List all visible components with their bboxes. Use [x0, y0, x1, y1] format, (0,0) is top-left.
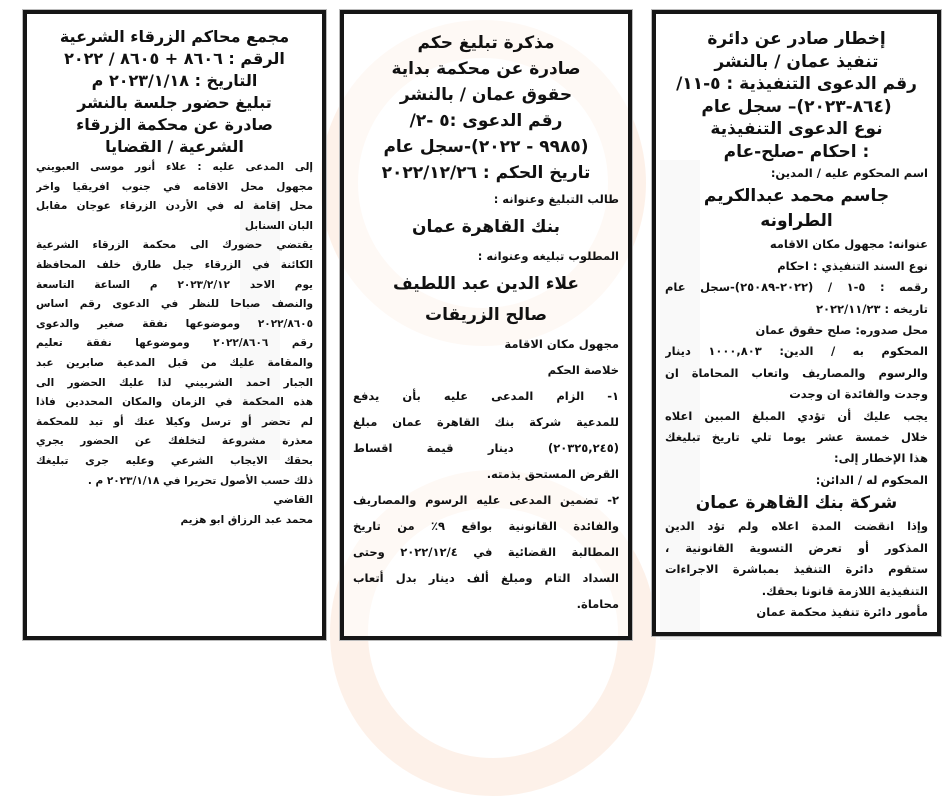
- notice-text-line: والرسوم والمصاريف واتعاب المحاماة ان: [665, 365, 928, 380]
- notice-zarqa-sharia-court: [23, 10, 326, 640]
- notice-heading-line: صادرة عن محكمة الزرقاء: [76, 115, 273, 134]
- notice-text-line: القاضي: [273, 494, 313, 507]
- notice-text-line: خلاصة الحكم: [547, 363, 619, 377]
- notice-judgment-notification: [340, 10, 632, 640]
- notice-heading-line: رقم الدعوى :٥ -٢/: [409, 111, 563, 131]
- notice-text-line: المذكور أو تعرض التسوية القانونية ،: [665, 540, 928, 555]
- notice-text-line: ذلك حسب الأصول تحريرا في ٢٠٢٣/١/١٨ م .: [87, 474, 313, 487]
- notice-text-line: تاريخه : ٢٠٢٢/١١/٢٣: [815, 301, 928, 316]
- notice-name-line: جاسم محمد عبدالكريم: [703, 186, 890, 207]
- notice-heading-line: الرقم : ٨٦٠٦ + ٨٦٠٥ / ٢٠٢٢: [64, 49, 285, 68]
- notice-text-line: محل صدوره: صلح حقوق عمان: [755, 323, 928, 338]
- notice-name-line: علاء الدين عبد اللطيف: [393, 274, 579, 294]
- notice-heading-line: مجمع محاكم الزرقاء الشرعية: [59, 27, 290, 46]
- notice-heading-line: صادرة عن محكمة بداية: [391, 59, 581, 79]
- notice-text-line: المطالبة القضائية في ٢٠٢٢/١٢/٤ وحتى: [353, 545, 619, 559]
- notice-text-line: المحكوم له / الدائن:: [815, 472, 928, 487]
- notice-name-line: بنك القاهرة عمان: [411, 217, 561, 237]
- notice-text-line: وإذا انقضت المدة اعلاه ولم تؤد الدين: [665, 519, 928, 534]
- notice-text-line: للمدعية شركة بنك القاهرة عمان مبلغ: [353, 415, 619, 429]
- notice-text-line: القرض المستحق بذمته.: [486, 467, 619, 481]
- notice-text-line: المحكوم به / الدين: ١٠٠٠,٨٠٣ دينار: [665, 344, 928, 359]
- notice-text-line: وجدت والفائدة ان وجدت: [789, 387, 928, 402]
- notice-text-line: يقتضي حضورك الى محكمة الزرقاء الشرعية: [36, 239, 313, 252]
- notice-heading-line: : احكام -صلح-عام: [723, 141, 870, 162]
- notice-name-line: صالح الزريقات: [424, 305, 548, 325]
- notice-text-line: عنوانه: مجهول مكان الاقامه: [769, 237, 928, 252]
- notice-text-line: طالب التبليغ وعنوانه :: [493, 192, 619, 206]
- notice-heading-line: تنفيذ عمان / بالنشر: [714, 51, 879, 72]
- notice-text-line: لم تحضر أو ترسل وكيلا عنك أو تبد للمحكمة: [36, 415, 313, 428]
- notice-heading-line: تبليغ حضور جلسة بالنشر: [77, 93, 272, 112]
- notice-text-line: رقمه : ٥-١ / (٢٠٢٢-٢٥٠٨٩)-سجل عام: [665, 280, 928, 295]
- notice-text-line: إلى المدعى عليه : علاء أنور موسى العبويني: [36, 161, 313, 173]
- notice-text-line: المطلوب تبليغه وعنوانه :: [477, 249, 619, 263]
- notice-heading-line: التاريخ : ٢٠٢٣/١/١٨ م: [91, 71, 258, 90]
- notice-heading-line: تاريخ الحكم : ٢٠٢٢/١٢/٢٦: [381, 163, 591, 183]
- notice-text-line: اسم المحكوم عليه / المدين:: [770, 166, 928, 180]
- notice-heading-line: نوع الدعوى التنفيذية: [710, 119, 883, 139]
- notice-text-line: هذا الإخطار إلى:: [834, 451, 928, 466]
- notice-text-line: الجبار احمد الشربيني لذا عليك الحضور الى: [36, 376, 313, 389]
- notice-text-line: بحقك الايجاب الشرعي وعليه جرى تبليغك: [36, 454, 313, 467]
- notice-text-line: مجهول محل الاقامه في جنوب افريقيا واخر: [36, 180, 313, 193]
- notice-text-line: مجهول مكان الاقامة: [504, 337, 619, 351]
- notice-text-line: (٢٠٣٢٥,٢٤٥) دينار قيمة اقساط: [353, 441, 619, 455]
- notice-text-line: يوم الاحد ٢٠٢٣/٢/١٢ م الساعة التاسعة: [36, 278, 313, 291]
- notice-amman-execution: [652, 10, 941, 636]
- notice-text-line: معذرة مشروعة لتخلفك عن الحضور يجري: [36, 435, 313, 448]
- notice-text-line: التنفيذية اللازمة قانونا بحقك.: [761, 583, 928, 598]
- notice-heading-line: رقم الدعوى التنفيذية : ٥-١١/: [676, 74, 917, 94]
- notice-text-line: ٢- تضمين المدعى عليه الرسوم والمصاريف: [353, 493, 619, 507]
- notice-text-line: ٢٠٢٢/٨٦٠٥ وموضوعها نفقة صغير والدعوى: [36, 317, 313, 330]
- notice-text-line: محل إقامة له في الأردن الزرقاء عوجان مقابل: [36, 200, 313, 213]
- notice-text-line: محاماة.: [576, 597, 619, 611]
- notice-text-line: السداد التام ومبلغ ألف دينار بدل أتعاب: [353, 571, 619, 585]
- notice-heading-line: (٩٩٨٥ - ٢٠٢٢)-سجل عام: [383, 137, 589, 157]
- notice-text-line: والنصف صباحا للنظر في الدعوى رقم اساس: [36, 298, 313, 311]
- notice-text-line: والمقامة عليك من قبل المدعية صابرين عبد: [36, 356, 313, 369]
- notice-text-line: والفائدة القانونية بواقع ٩٪ من تاريخ: [353, 519, 619, 533]
- notice-text-line: هذه المحكمة في الزمان والمكان المحددين فاذا: [36, 396, 313, 409]
- notice-text-line: خلال خمسة عشر يوما تلي تاريخ تبليغك: [665, 430, 928, 445]
- notice-text-line: رقم ٢٠٢٢/٨٦٠٦ وموضوعها نفقة تعليم: [36, 337, 313, 350]
- notice-text-line: ١- الزام المدعى عليه بأن يدفع: [353, 389, 619, 403]
- notice-heading-line: مذكرة تبليغ حكم: [417, 33, 555, 53]
- notice-heading-line: الشرعية / القضايا: [105, 137, 244, 156]
- notice-heading-line: حقوق عمان / بالنشر: [399, 85, 573, 105]
- notice-text-line: مأمور دائرة تنفيذ محكمة عمان: [756, 604, 928, 619]
- notice-text-line: يجب عليك أن تؤدي المبلغ المبين اعلاه: [665, 408, 928, 423]
- notice-name-line: شركة بنك القاهرة عمان: [695, 493, 898, 514]
- notice-heading-line: (٨٦٤-٢٠٢٣)– سجل عام: [701, 96, 892, 117]
- notice-text-line: البان السنابل: [244, 219, 313, 232]
- notice-text-line: نوع السند التنفيذي : احكام: [777, 258, 928, 273]
- notice-text-line: ستقوم دائرة التنفيذ بمباشرة الاجراءات: [665, 562, 928, 577]
- notice-name-line: الطراونه: [760, 211, 833, 232]
- notice-heading-line: إخطار صادر عن دائرة: [707, 29, 886, 49]
- notice-text-line: محمد عبد الرزاق ابو هزيم: [180, 513, 313, 526]
- notice-text-line: الكائنة في الزرقاء جبل طارق خلف المحافظة: [36, 258, 313, 271]
